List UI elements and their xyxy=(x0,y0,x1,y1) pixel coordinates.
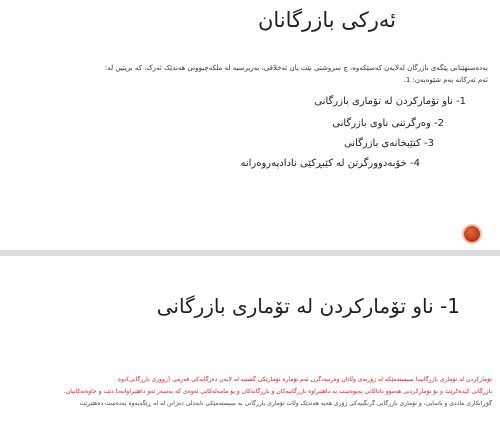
body-line: گۆڕانکاری ماددی و یاسایی، و تۆماری بازرگانی گرنگییەکی زۆری هەیە هەندێک وڵات تۆماری بازرگانی بە سیستەمێکی نابەدڵی دەزانن لە لە ڕێگەیەوە بەدەست دەهێنرێت xyxy=(79,400,492,407)
body-paragraph xyxy=(8,376,492,412)
slide-nav-button[interactable] xyxy=(464,226,480,242)
slide-commercial-registry xyxy=(0,256,500,432)
duty-item-unfair-competition: 4- خۆبەدوورگرتن لە کێبڕکێی نادادپەروەرانە xyxy=(240,158,420,169)
duty-item-commercial-books: 3- کتێبخانەی بازرگانی xyxy=(343,138,434,149)
intro-subtext: ئەم ئەرکانە بەم شێوەیەن: 1. xyxy=(403,76,488,84)
intro-text: بەدەستهێنانی پێگەی بازرگان لەلایەن کەسێکەوە، چ سروشتی بێت یان ئەخلاقی، بەرپرسیە لە ملکەچبوونی هەندێک ئەرک، کە بریتین لە: xyxy=(104,64,488,72)
intro-paragraph xyxy=(58,64,488,88)
duty-item-registration: 1- ناو تۆمارکردن لە تۆماری بازرگانی xyxy=(314,96,466,107)
duty-item-trade-name: 2- وەرگرتنی ناوی بازرگانی xyxy=(332,118,444,129)
slide-title: 1- ناو تۆمارکردن لە تۆماری بازرگانی xyxy=(156,294,460,318)
body-line-highlight: تۆمارکردن لە تۆماری بازرگانیدا سیستەمێکە لە زۆربەی وڵاتان وەرنیەدگرن ئەم تۆمارە تۆمارێکی گشتیە لە لایەن دەزگایەکی فەرمی (زووری بازرگانی)دوە xyxy=(117,376,492,383)
slide-title: ئەرکی بازرگانان xyxy=(257,8,396,32)
body-line-highlight: بازرگانی کیدەکرێت و بۆ تۆمارکردنی هەموو داتاکانی پەیوەست بە داهێنراوە بازرگانیەکان و بازرگانەکان و بۆ مامەڵەکانی ئەوەی کە بەسەر ئەو داهێنراوانەدا دێت و خاوەنەکانیان. xyxy=(63,388,492,395)
